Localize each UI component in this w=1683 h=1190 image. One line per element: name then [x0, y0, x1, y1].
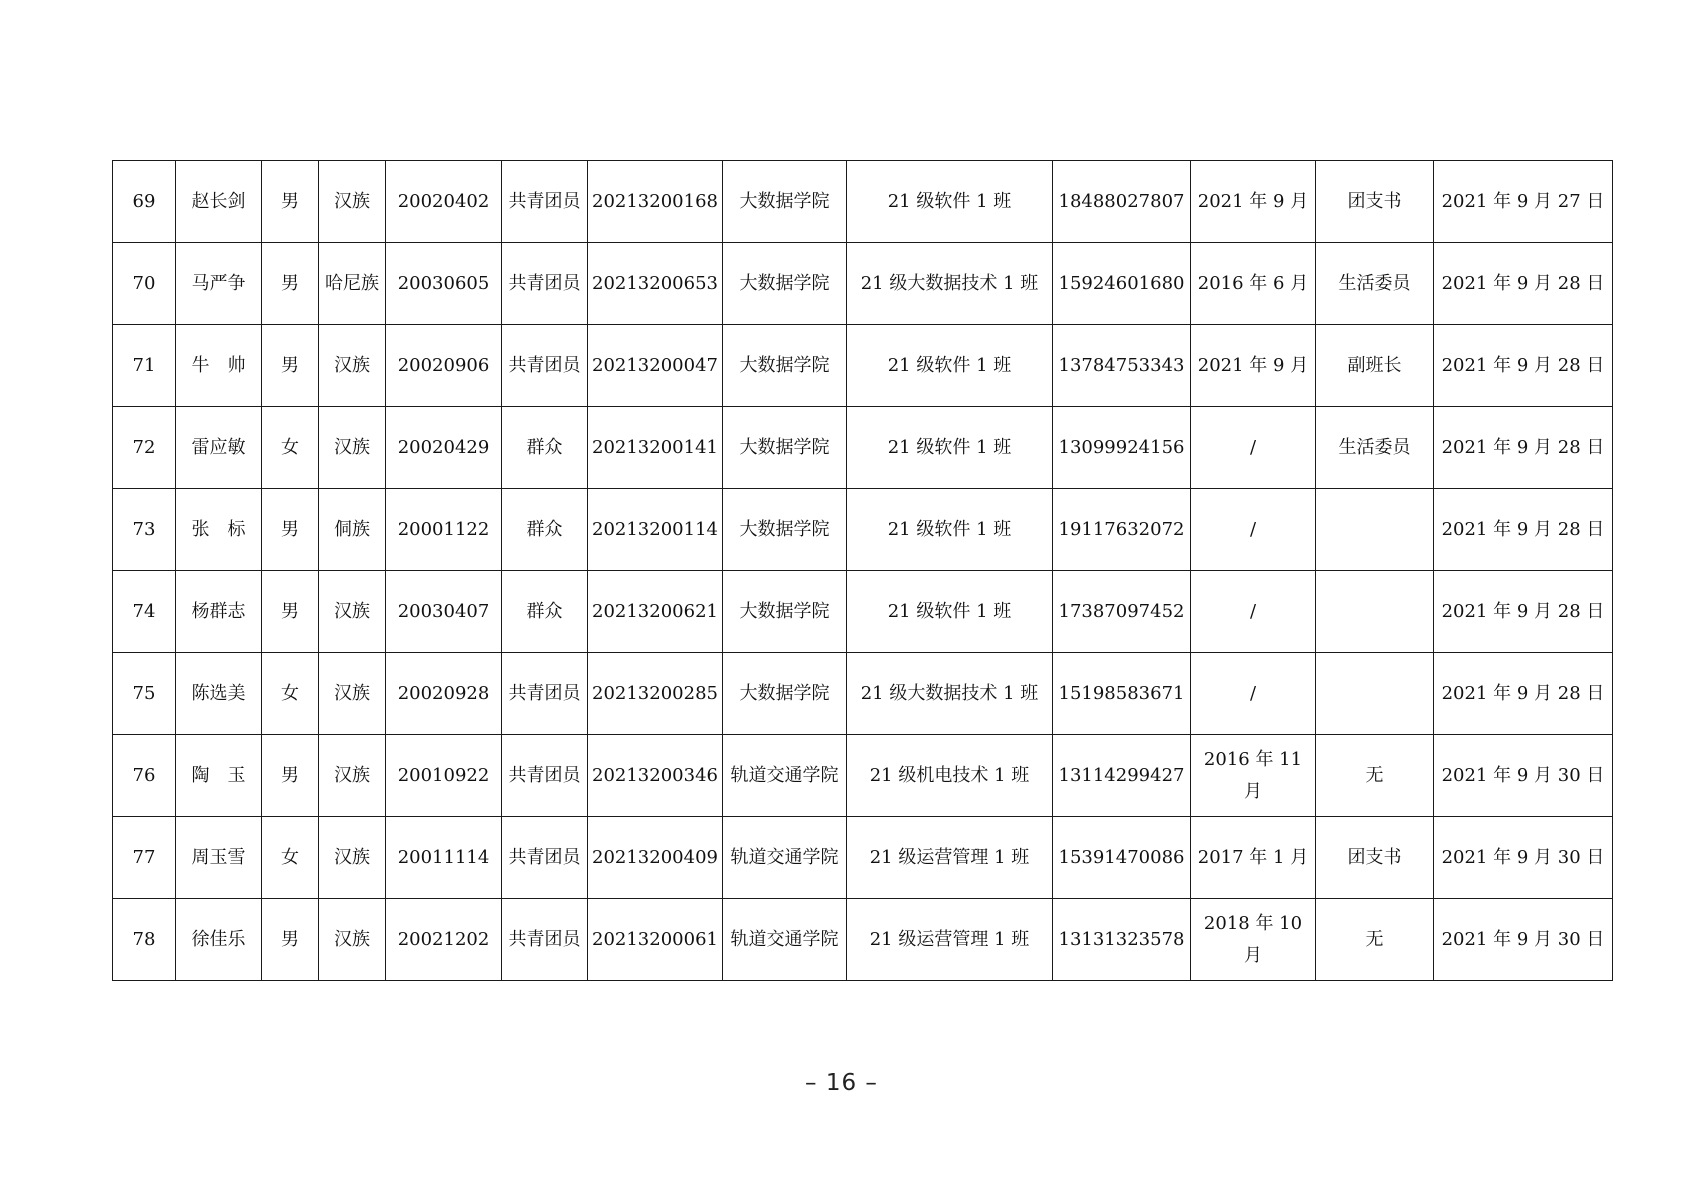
cell-position: 团支书 — [1316, 161, 1434, 243]
cell-ethnicity: 哈尼族 — [319, 243, 386, 325]
cell-date: 2021 年 9 月 30 日 — [1434, 817, 1613, 899]
cell-position: 无 — [1316, 735, 1434, 817]
cell-position — [1316, 489, 1434, 571]
cell-political-status: 共青团员 — [502, 735, 588, 817]
cell-serial-number: 71 — [113, 325, 176, 407]
table-row — [113, 817, 1613, 899]
cell-political-status: 共青团员 — [502, 899, 588, 981]
cell-league-join-date: 2021 年 9 月 — [1191, 325, 1316, 407]
cell-student-id: 20213200621 — [588, 571, 723, 653]
cell-political-status: 共青团员 — [502, 325, 588, 407]
cell-college: 轨道交通学院 — [723, 899, 847, 981]
cell-league-join-date: 2018 年 10 月 — [1191, 899, 1316, 981]
cell-league-join-date: / — [1191, 571, 1316, 653]
cell-birth-date: 20011114 — [386, 817, 502, 899]
cell-phone: 15391470086 — [1053, 817, 1191, 899]
table-body — [113, 161, 1613, 981]
cell-gender: 男 — [262, 325, 319, 407]
cell-gender: 男 — [262, 489, 319, 571]
cell-political-status: 共青团员 — [502, 161, 588, 243]
cell-political-status: 共青团员 — [502, 243, 588, 325]
cell-class: 21 级机电技术 1 班 — [847, 735, 1053, 817]
table-row — [113, 571, 1613, 653]
cell-political-status: 共青团员 — [502, 653, 588, 735]
table-row — [113, 243, 1613, 325]
cell-political-status: 群众 — [502, 571, 588, 653]
cell-phone: 13099924156 — [1053, 407, 1191, 489]
cell-college: 大数据学院 — [723, 571, 847, 653]
cell-gender: 男 — [262, 899, 319, 981]
cell-name: 雷应敏 — [176, 407, 262, 489]
cell-ethnicity: 汉族 — [319, 899, 386, 981]
cell-ethnicity: 汉族 — [319, 735, 386, 817]
cell-birth-date: 20020429 — [386, 407, 502, 489]
cell-name: 马严争 — [176, 243, 262, 325]
cell-serial-number: 70 — [113, 243, 176, 325]
cell-political-status: 共青团员 — [502, 817, 588, 899]
cell-student-id: 20213200409 — [588, 817, 723, 899]
cell-phone: 19117632072 — [1053, 489, 1191, 571]
cell-phone: 18488027807 — [1053, 161, 1191, 243]
cell-gender: 女 — [262, 653, 319, 735]
cell-serial-number: 78 — [113, 899, 176, 981]
cell-phone: 13784753343 — [1053, 325, 1191, 407]
cell-gender: 男 — [262, 161, 319, 243]
cell-serial-number: 76 — [113, 735, 176, 817]
cell-serial-number: 74 — [113, 571, 176, 653]
cell-birth-date: 20001122 — [386, 489, 502, 571]
cell-name: 张 标 — [176, 489, 262, 571]
cell-league-join-date: / — [1191, 407, 1316, 489]
table-row — [113, 161, 1613, 243]
table-row — [113, 653, 1613, 735]
cell-class: 21 级软件 1 班 — [847, 489, 1053, 571]
cell-college: 大数据学院 — [723, 407, 847, 489]
cell-class: 21 级软件 1 班 — [847, 325, 1053, 407]
cell-name: 徐佳乐 — [176, 899, 262, 981]
cell-birth-date: 20030605 — [386, 243, 502, 325]
cell-position: 团支书 — [1316, 817, 1434, 899]
cell-phone: 13131323578 — [1053, 899, 1191, 981]
cell-college: 大数据学院 — [723, 653, 847, 735]
cell-league-join-date: 2017 年 1 月 — [1191, 817, 1316, 899]
cell-gender: 男 — [262, 243, 319, 325]
cell-class: 21 级软件 1 班 — [847, 407, 1053, 489]
cell-college: 大数据学院 — [723, 325, 847, 407]
cell-gender: 女 — [262, 407, 319, 489]
cell-league-join-date: 2016 年 6 月 — [1191, 243, 1316, 325]
table-row — [113, 899, 1613, 981]
cell-phone: 17387097452 — [1053, 571, 1191, 653]
cell-serial-number: 77 — [113, 817, 176, 899]
cell-date: 2021 年 9 月 28 日 — [1434, 407, 1613, 489]
cell-phone: 15924601680 — [1053, 243, 1191, 325]
table-row — [113, 407, 1613, 489]
table-row — [113, 325, 1613, 407]
cell-name: 赵长剑 — [176, 161, 262, 243]
cell-date: 2021 年 9 月 30 日 — [1434, 735, 1613, 817]
cell-college: 大数据学院 — [723, 243, 847, 325]
cell-gender: 男 — [262, 571, 319, 653]
cell-college: 大数据学院 — [723, 161, 847, 243]
cell-birth-date: 20030407 — [386, 571, 502, 653]
cell-ethnicity: 汉族 — [319, 653, 386, 735]
cell-date: 2021 年 9 月 28 日 — [1434, 489, 1613, 571]
cell-gender: 女 — [262, 817, 319, 899]
cell-birth-date: 20021202 — [386, 899, 502, 981]
cell-date: 2021 年 9 月 30 日 — [1434, 899, 1613, 981]
cell-class: 21 级运营管理 1 班 — [847, 899, 1053, 981]
table-row — [113, 735, 1613, 817]
cell-league-join-date: 2016 年 11 月 — [1191, 735, 1316, 817]
cell-league-join-date: 2021 年 9 月 — [1191, 161, 1316, 243]
cell-name: 陈选美 — [176, 653, 262, 735]
cell-position: 无 — [1316, 899, 1434, 981]
cell-student-id: 20213200141 — [588, 407, 723, 489]
cell-name: 周玉雪 — [176, 817, 262, 899]
cell-date: 2021 年 9 月 27 日 — [1434, 161, 1613, 243]
cell-serial-number: 69 — [113, 161, 176, 243]
cell-college: 轨道交通学院 — [723, 817, 847, 899]
cell-political-status: 群众 — [502, 489, 588, 571]
cell-date: 2021 年 9 月 28 日 — [1434, 653, 1613, 735]
cell-class: 21 级软件 1 班 — [847, 571, 1053, 653]
cell-student-id: 20213200047 — [588, 325, 723, 407]
cell-position: 生活委员 — [1316, 407, 1434, 489]
cell-position — [1316, 653, 1434, 735]
cell-ethnicity: 汉族 — [319, 571, 386, 653]
cell-ethnicity: 汉族 — [319, 407, 386, 489]
cell-position: 副班长 — [1316, 325, 1434, 407]
cell-phone: 13114299427 — [1053, 735, 1191, 817]
cell-name: 陶 玉 — [176, 735, 262, 817]
member-table — [112, 160, 1613, 981]
cell-serial-number: 73 — [113, 489, 176, 571]
cell-student-id: 20213200346 — [588, 735, 723, 817]
cell-date: 2021 年 9 月 28 日 — [1434, 243, 1613, 325]
cell-birth-date: 20020402 — [386, 161, 502, 243]
cell-league-join-date: / — [1191, 489, 1316, 571]
cell-college: 大数据学院 — [723, 489, 847, 571]
cell-ethnicity: 侗族 — [319, 489, 386, 571]
cell-student-id: 20213200061 — [588, 899, 723, 981]
cell-league-join-date: / — [1191, 653, 1316, 735]
cell-political-status: 群众 — [502, 407, 588, 489]
cell-name: 牛 帅 — [176, 325, 262, 407]
cell-class: 21 级运营管理 1 班 — [847, 817, 1053, 899]
cell-gender: 男 — [262, 735, 319, 817]
cell-phone: 15198583671 — [1053, 653, 1191, 735]
cell-date: 2021 年 9 月 28 日 — [1434, 571, 1613, 653]
cell-name: 杨群志 — [176, 571, 262, 653]
cell-student-id: 20213200114 — [588, 489, 723, 571]
cell-ethnicity: 汉族 — [319, 325, 386, 407]
page-number: – 16 – — [805, 1070, 878, 1096]
cell-birth-date: 20020928 — [386, 653, 502, 735]
table-row — [113, 489, 1613, 571]
cell-ethnicity: 汉族 — [319, 817, 386, 899]
cell-class: 21 级软件 1 班 — [847, 161, 1053, 243]
cell-serial-number: 72 — [113, 407, 176, 489]
cell-college: 轨道交通学院 — [723, 735, 847, 817]
cell-class: 21 级大数据技术 1 班 — [847, 653, 1053, 735]
cell-student-id: 20213200653 — [588, 243, 723, 325]
cell-ethnicity: 汉族 — [319, 161, 386, 243]
cell-serial-number: 75 — [113, 653, 176, 735]
cell-position — [1316, 571, 1434, 653]
cell-class: 21 级大数据技术 1 班 — [847, 243, 1053, 325]
cell-position: 生活委员 — [1316, 243, 1434, 325]
cell-student-id: 20213200285 — [588, 653, 723, 735]
cell-birth-date: 20010922 — [386, 735, 502, 817]
cell-birth-date: 20020906 — [386, 325, 502, 407]
cell-student-id: 20213200168 — [588, 161, 723, 243]
cell-date: 2021 年 9 月 28 日 — [1434, 325, 1613, 407]
